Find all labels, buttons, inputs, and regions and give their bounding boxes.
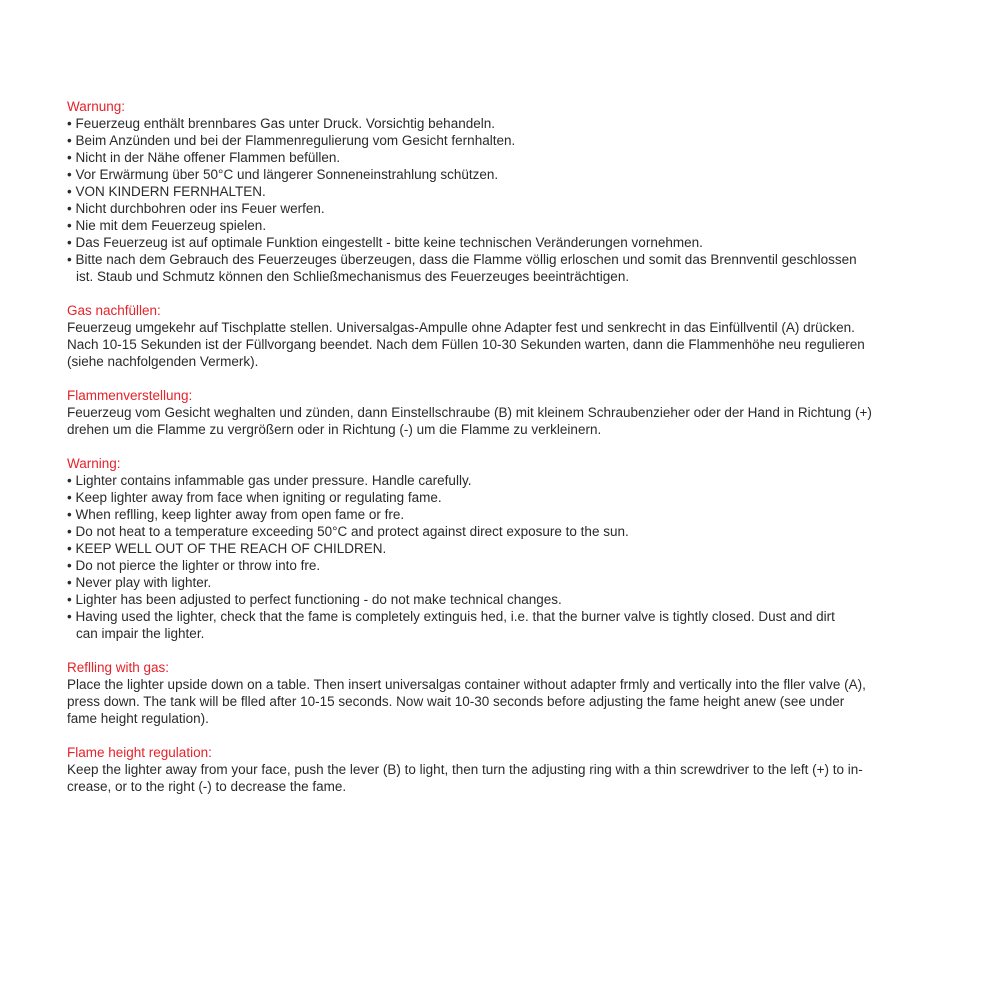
text-line: fame height regulation).	[67, 711, 209, 726]
text-line: drehen um die Flamme zu vergrößern oder in Richtung (-) um die Flamme zu verkleinern.	[67, 422, 602, 437]
text-line: • Beim Anzünden und bei der Flammenregulierung vom Gesicht fernhalten.	[67, 133, 516, 148]
text-line: can impair the lighter.	[76, 626, 205, 641]
section-flammenverstellung	[67, 387, 940, 438]
text-line: Nach 10-15 Sekunden ist der Füllvorgang beendet. Nach dem Füllen 10-30 Sekunden warten, dann die Flammenhöhe neu regulieren	[67, 337, 865, 352]
section-heading: Flame height regulation:	[67, 745, 212, 760]
text-line: • Vor Erwärmung über 50°C und längerer Sonneneinstrahlung schützen.	[67, 167, 499, 182]
text-line: crease, or to the right (-) to decrease the fame.	[67, 779, 347, 794]
text-line: Place the lighter upside down on a table. Then insert universalgas container without adapter frmly and vertically into the fller valve (A),	[67, 677, 866, 692]
text-line: • Never play with lighter.	[67, 575, 212, 590]
text-line: • Bitte nach dem Gebrauch des Feuerzeuges überzeugen, dass die Flamme völlig erloschen und somit das Brennventil geschlossen	[67, 252, 857, 267]
section-heading: Flammenverstellung:	[67, 388, 193, 403]
text-line: • When reflling, keep lighter away from open fame or fre.	[67, 507, 405, 522]
text-line: press down. The tank will be flled after 10-15 seconds. Now wait 10-30 seconds before adjusting the fame height anew (see under	[67, 694, 845, 709]
section-flame-height-regulation	[67, 744, 940, 795]
text-line: • VON KINDERN FERNHALTEN.	[67, 184, 266, 199]
section-heading: Warning:	[67, 456, 121, 471]
text-line: • Do not heat to a temperature exceeding 50°C and protect against direct exposure to the sun.	[67, 524, 629, 539]
text-line: • Having used the lighter, check that the fame is completely extinguis hed, i.e. that the burner valve is tightly closed. Dust and dirt	[67, 609, 835, 624]
text-line: Keep the lighter away from your face, push the lever (B) to light, then turn the adjusting ring with a thin screwdriver to the left (+) to in-	[67, 762, 863, 777]
text-line: • Lighter has been adjusted to perfect functioning - do not make technical changes.	[67, 592, 562, 607]
text-line: • KEEP WELL OUT OF THE REACH OF CHILDREN.	[67, 541, 387, 556]
text-line: • Nie mit dem Feuerzeug spielen.	[67, 218, 267, 233]
text-line: • Lighter contains infammable gas under pressure. Handle carefully.	[67, 473, 472, 488]
text-line: • Das Feuerzeug ist auf optimale Funktion eingestellt - bitte keine technischen Veränderungen vornehmen.	[67, 235, 703, 250]
text-line: • Nicht durchbohren oder ins Feuer werfen.	[67, 201, 325, 216]
section-gas-nachfuellen	[67, 302, 940, 370]
section-warnung-de	[67, 98, 940, 285]
text-line: • Feuerzeug enthält brennbares Gas unter Druck. Vorsichtig behandeln.	[67, 116, 495, 131]
text-line: • Keep lighter away from face when igniting or regulating fame.	[67, 490, 442, 505]
section-heading: Warnung:	[67, 99, 126, 114]
text-line: ist. Staub und Schmutz können den Schließmechanismus des Feuerzeuges beeinträchtigen.	[76, 269, 630, 284]
section-heading: Gas nachfüllen:	[67, 303, 161, 318]
section-warning-en	[67, 455, 940, 642]
section-heading: Reflling with gas:	[67, 660, 170, 675]
text-line: Feuerzeug vom Gesicht weghalten und zünden, dann Einstellschraube (B) mit kleinem Schraubenzieher oder der Hand in Richtung (+)	[67, 405, 872, 420]
text-line: (siehe nachfolgenden Vermerk).	[67, 354, 259, 369]
text-line: • Do not pierce the lighter or throw into fre.	[67, 558, 321, 573]
text-line: Feuerzeug umgekehr auf Tischplatte stellen. Universalgas-Ampulle ohne Adapter fest und senkrecht in das Einfüllventil (A) drücken.	[67, 320, 855, 335]
section-refilling-with-gas	[67, 659, 940, 727]
text-line: • Nicht in der Nähe offener Flammen befüllen.	[67, 150, 341, 165]
